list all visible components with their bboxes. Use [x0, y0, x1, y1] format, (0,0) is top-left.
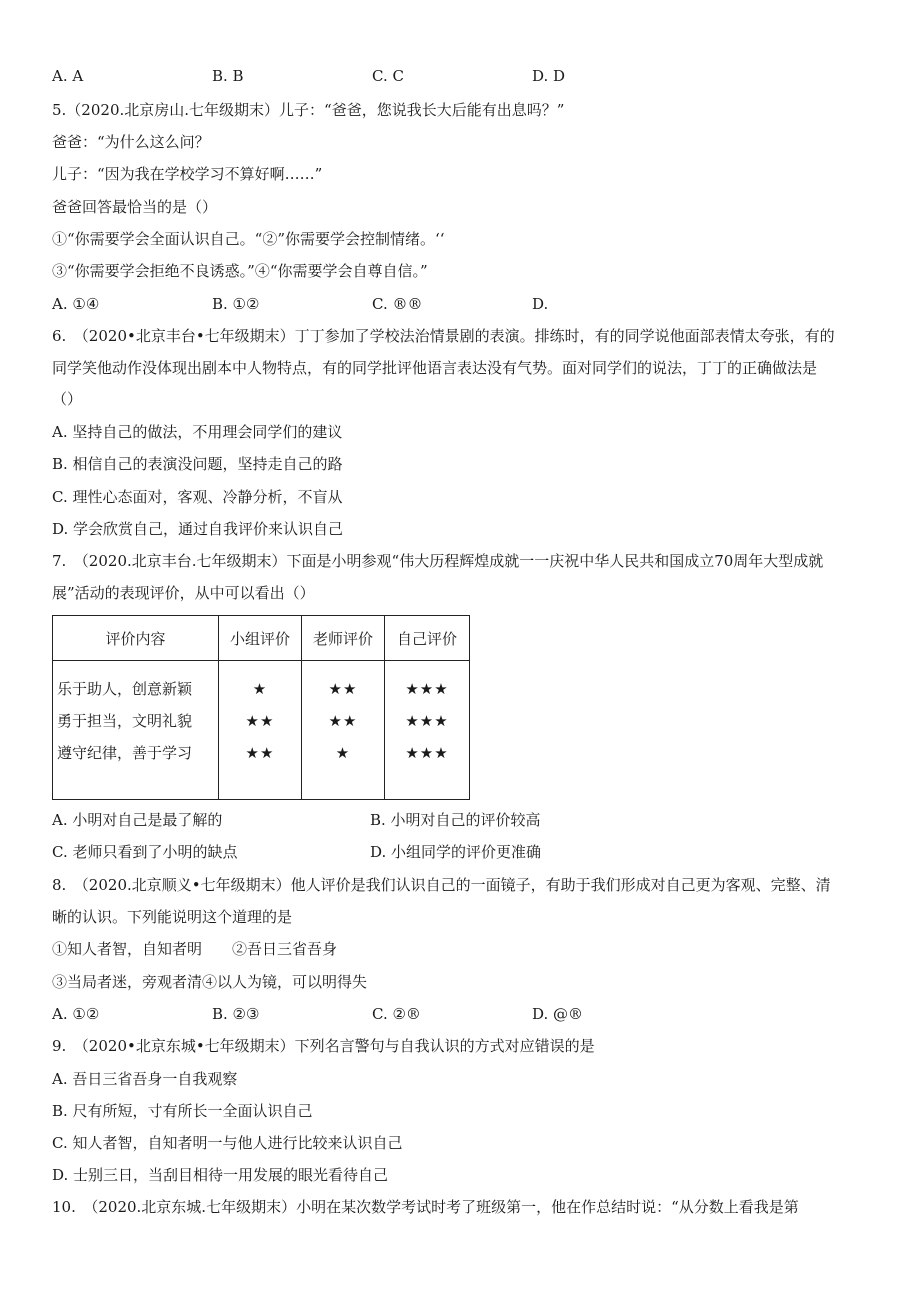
star-rating: ★★: [245, 712, 275, 730]
q6-stem: 同学笑他动作没体现出剧本中人物特点，有的同学批评他语言表达没有气势。面对同学们的说法，丁丁的正确做法是: [52, 359, 818, 377]
table-header-row: [53, 616, 470, 661]
criteria-item: 遵守纪律，善于学习: [57, 744, 193, 762]
q4-option-a: A. A: [52, 67, 84, 85]
q6-stem: 6. （2020•北京丰台•七年级期末）丁丁参加了学校法治情景剧的表演。排练时，有的同学说他面部表情太夸张，有的: [52, 327, 835, 345]
q6-option-a: A. 坚持自己的做法，不用理会同学们的建议: [52, 423, 343, 441]
q7-option-a: A. 小明对自己是最了解的: [52, 811, 223, 829]
star-rating: ★★: [245, 744, 275, 762]
q8-stem: 8. （2020.北京顺义•七年级期末）他人评价是我们认识自己的一面镜子，有助于我们形成对自己更为客观、完整、清: [52, 876, 831, 894]
q7-stem: 展”活动的表现评价，从中可以看出（）: [52, 584, 315, 602]
table-cell: [385, 661, 470, 800]
q5-option-a: A. ①④: [52, 295, 100, 313]
table-header: 小组评价: [219, 616, 302, 661]
table-cell: [302, 661, 385, 800]
q8-option-c: C. ②®: [372, 1005, 421, 1023]
star-rating: ★★★: [405, 744, 449, 762]
q7-stem: 7. （2020.北京丰台.七年级期末）下面是小明参观“伟大历程辉煌成就一一庆祝中华人民共和国成立70周年大型成就: [52, 552, 824, 570]
q4-option-b: B. B: [212, 67, 244, 85]
table-header: 评价内容: [53, 616, 219, 661]
q8-statement: ③当局者迷，旁观者清④以人为镜，可以明得失: [52, 973, 368, 991]
star-rating: ★★★: [405, 712, 449, 730]
q5-line: ③“你需要学会拒绝不良诱惑。”④“你需要学会自尊自信。”: [52, 262, 428, 280]
q7-option-c: C. 老师只看到了小明的缺点: [52, 843, 238, 861]
q9-option-a: A. 吾日三省吾身一自我观察: [52, 1070, 238, 1088]
q5-stem: 5.（2020.北京房山.七年级期末）儿子：“爸爸，您说我长大后能有出息吗？”: [52, 101, 565, 119]
q9-option-d: D. 士别三日，当刮目相待一用发展的眼光看待自己: [52, 1166, 389, 1184]
q9-stem: 9. （2020•北京东城•七年级期末）下列名言警句与自我认识的方式对应错误的是: [52, 1037, 595, 1055]
criteria-item: 勇于担当，文明礼貌: [57, 712, 193, 730]
q6-option-c: C. 理性心态面对，客观、冷静分析，不盲从: [52, 488, 343, 506]
q6-option-b: B. 相信自己的表演没问题，坚持走自己的路: [52, 455, 343, 473]
star-rating: ★: [335, 744, 351, 762]
q5-line: 儿子：“因为我在学校学习不算好啊……”: [52, 165, 323, 183]
q9-option-b: B. 尺有所短，寸有所长一全面认识自己: [52, 1102, 313, 1120]
q8-stem: 晰的认识。下列能说明这个道理的是: [52, 908, 293, 926]
q8-option-b: B. ②③: [212, 1005, 260, 1023]
q7-option-b: B. 小明对自己的评价较高: [370, 811, 541, 829]
star-rating: ★★★: [405, 680, 449, 698]
table-header: 自己评价: [385, 616, 470, 661]
q5-option-c: C. ®®: [372, 295, 423, 313]
q9-option-c: C. 知人者智，自知者明一与他人进行比较来认识自己: [52, 1134, 403, 1152]
q10-stem: 10. （2020.北京东城.七年级期末）小明在某次数学考试时考了班级第一，他在作总结时说：“从分数上看我是第: [52, 1198, 799, 1216]
q7-option-d: D. 小组同学的评价更准确: [370, 843, 542, 861]
q5-option-d: D.: [532, 295, 549, 313]
q5-line: 爸爸回答最恰当的是（）: [52, 198, 218, 216]
star-rating: ★: [252, 680, 268, 698]
table-cell: [219, 661, 302, 800]
star-rating: ★★: [328, 680, 358, 698]
q8-statement: ①知人者智，自知者明 ②吾日三省吾身: [52, 940, 338, 958]
criteria-item: 乐于助人，创意新颖: [57, 680, 193, 698]
q5-line: 爸爸：“为什么这么问？: [52, 133, 210, 151]
table-header: 老师评价: [302, 616, 385, 661]
q8-option-d: D. @®: [532, 1005, 584, 1023]
q6-option-d: D. 学会欣赏自己，通过自我评价来认识自己: [52, 520, 344, 538]
q5-line: ①“你需要学会全面认识自己。“②”你需要学会控制情绪。‘‘: [52, 230, 445, 248]
q4-option-c: C. C: [372, 67, 404, 85]
table-row: [53, 661, 470, 800]
q6-stem: （）: [52, 390, 83, 408]
evaluation-table: [52, 615, 470, 800]
table-cell: [53, 661, 219, 800]
star-rating: ★★: [328, 712, 358, 730]
q5-option-b: B. ①②: [212, 295, 260, 313]
q8-option-a: A. ①②: [52, 1005, 100, 1023]
q4-option-d: D. D: [532, 67, 566, 85]
